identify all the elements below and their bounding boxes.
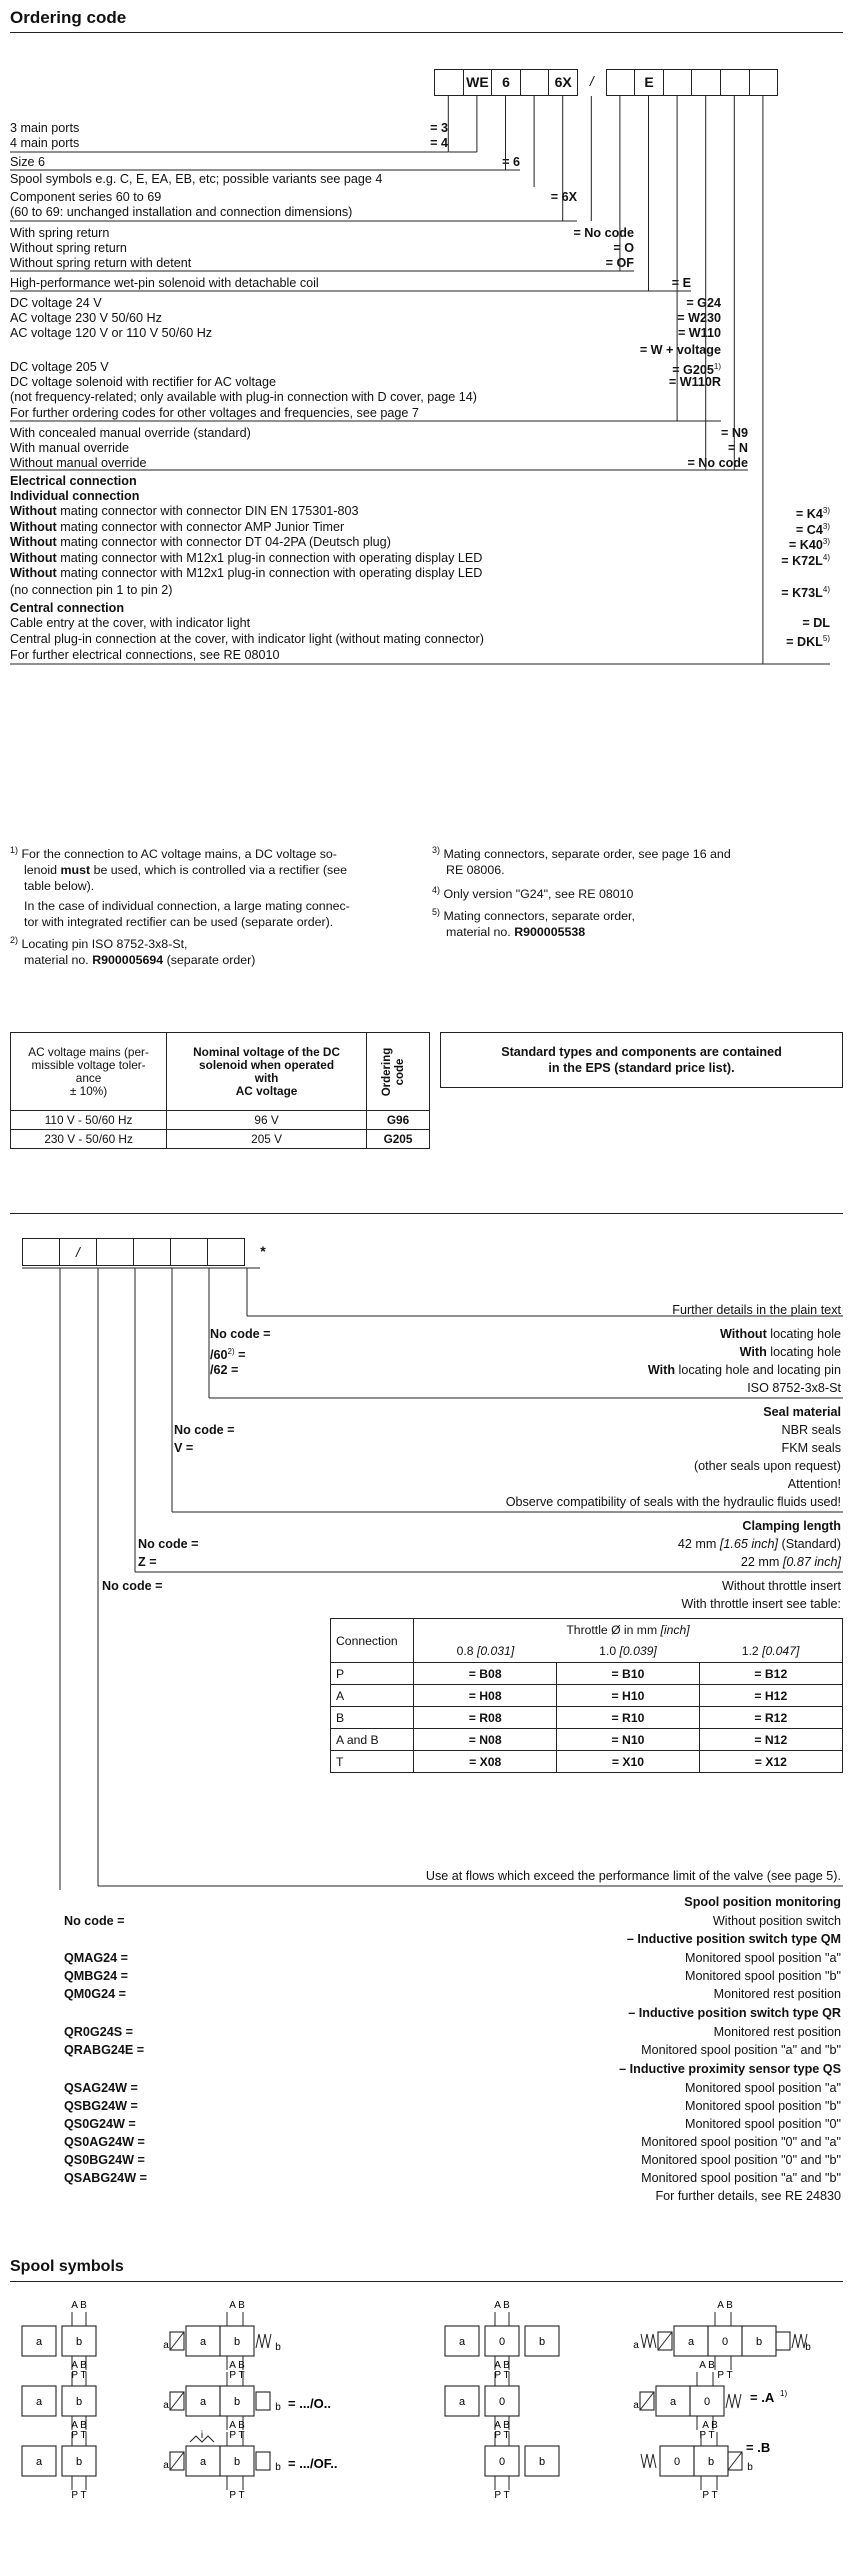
symbol-label: 0	[498, 2396, 506, 2408]
spm-text: – Inductive proximity sensor type QS	[619, 2062, 841, 2076]
spm-text: Monitored spool position "a"	[685, 1951, 841, 1965]
clamp-code-b: Z =	[138, 1555, 157, 1569]
symbol-label: P T	[717, 2370, 733, 2381]
ordering-line-text: DC voltage 205 V	[10, 360, 109, 374]
ac-th-1d: ± 10%)	[69, 1083, 108, 1098]
throttle-code: = B10	[557, 1663, 699, 1685]
ordering-code-text: = K72L	[781, 554, 823, 569]
code-box-2: *	[260, 1243, 266, 1259]
spm-text: Monitored spool position "a" and "b"	[641, 2171, 841, 2185]
symbol-label: a	[199, 2396, 207, 2408]
fn2-b-bold: R900005694	[92, 953, 164, 968]
clamp-a-pre: 42 mm	[677, 1537, 720, 1551]
ordering-code-text: = 4	[430, 136, 448, 150]
loc-a-pre: Without	[720, 1327, 767, 1341]
spm-code: QM0G24 =	[64, 1987, 126, 2001]
ordering-code-text: = No code	[687, 456, 748, 470]
spm-text: Monitored spool position "b"	[685, 1969, 841, 1983]
throttle-note: Use at flows which exceed the performance limit of the valve (see page 5).	[425, 1869, 841, 1883]
symbol-label: A B	[494, 2420, 510, 2431]
symbol-label: a	[633, 2340, 639, 2351]
ordering-line-text: AC voltage 230 V 50/60 Hz	[10, 311, 162, 325]
symbol-label: a	[35, 2456, 43, 2468]
ordering-code-text: = 6X	[550, 190, 577, 204]
spm-code: QS0G24W =	[64, 2117, 136, 2131]
clamp-title: Clamping length	[742, 1519, 841, 1533]
ordering-line-text: mating connector with connector AMP Junior Timer	[56, 520, 345, 534]
ordering-code-text: = No code	[573, 226, 634, 240]
ordering-code-sup: 3)	[822, 506, 830, 515]
symbol-line	[170, 2452, 184, 2470]
ordering-line-text: mating connector with connector DT 04-2PA (Deutsch plug)	[56, 535, 391, 549]
ordering-line-text: AC voltage 120 V or 110 V 50/60 Hz	[10, 326, 213, 340]
fn1-e: tor with integrated rectifier can be used (separate order).	[24, 915, 334, 930]
symbol-label: a	[35, 2396, 43, 2408]
spm-code: QMBG24 =	[64, 1969, 129, 1983]
ac-th-1b: missible voltage toler-	[31, 1057, 146, 1072]
symbol-label: 0	[673, 2456, 681, 2468]
ordering-code-text: = K4	[795, 507, 823, 522]
ordering-code-text: = 3	[430, 121, 448, 135]
spm-code: QSBG24W =	[64, 2099, 138, 2113]
symbol-label: A B	[229, 2300, 245, 2311]
throttle-conn: T	[331, 1751, 414, 1773]
symbol-label: b	[275, 2342, 281, 2353]
clamp-b-it: [0.87 inch]	[782, 1555, 841, 1569]
ordering-line-text: DC voltage solenoid with rectifier for AC voltage	[10, 375, 276, 389]
symbol-label: P T	[229, 2490, 245, 2501]
loc-b-pre: With	[739, 1345, 767, 1359]
fn2-a: Locating pin ISO 8752-3x8-St,	[21, 937, 188, 952]
ordering-line-text: Cable entry at the cover, with indicator light	[10, 616, 251, 630]
symbol-box	[776, 2332, 790, 2350]
symbol-suffix: = .B	[746, 2440, 771, 2455]
seal-a: NBR seals	[781, 1423, 841, 1437]
throttle-code: = R08	[414, 1707, 557, 1729]
ordering-line-text: mating connector with M12x1 plug-in connection with operating display LED	[56, 551, 483, 565]
symbol-suffix: = .A	[750, 2390, 775, 2405]
ordering-code-text: = W230	[677, 311, 721, 325]
code-box: 6	[491, 69, 521, 96]
ordering-line-bold: Without	[10, 566, 57, 580]
ac-cell: 96 V	[167, 1111, 367, 1130]
ordering-code-text: = N9	[721, 426, 748, 440]
fn5-mark: 5)	[432, 907, 441, 918]
symbol-label: a	[687, 2336, 695, 2348]
symbol-label: b	[707, 2456, 715, 2468]
symbol-label: a	[458, 2396, 466, 2408]
fn1-b-post: be used, which is controlled via a rectifier (see	[90, 863, 348, 878]
symbol-label: P T	[71, 2370, 87, 2381]
symbol-label: A B	[699, 2360, 715, 2371]
fn4-a: Only version "G24", see RE 08010	[443, 887, 634, 902]
throttle-code: = N12	[699, 1729, 842, 1751]
symbol-box	[256, 2452, 270, 2470]
symbol-label: P T	[702, 2490, 718, 2501]
fn5-a: Mating connectors, separate order,	[443, 909, 635, 924]
ordering-code-sup: 5)	[822, 634, 830, 643]
ordering-code-text: = DL	[802, 616, 830, 630]
fn2-b-post: (separate order)	[163, 953, 256, 968]
fn2-mark: 2)	[10, 935, 19, 946]
ordering-code-text: = K73L	[781, 586, 823, 601]
throttle-code-a: No code =	[102, 1579, 163, 1593]
throttle-size-in: [0.039]	[619, 1644, 657, 1659]
ordering-line-bold: Without	[10, 520, 57, 534]
throttle-code: = R12	[699, 1707, 842, 1729]
spring-icon	[641, 2334, 656, 2348]
spm-text: Spool position monitoring	[684, 1895, 841, 1909]
ordering-line-text: (not frequency-related; only available with plug-in connection with D cover, page 14)	[10, 390, 477, 404]
code-box-2: /	[59, 1238, 97, 1266]
seal-code-a: No code =	[174, 1423, 235, 1437]
code-box: E	[634, 69, 664, 96]
throttle-b: With throttle insert see table:	[681, 1597, 841, 1611]
ac-th-1c: ance	[75, 1070, 102, 1085]
symbol-label: b	[275, 2402, 281, 2413]
seal-b: FKM seals	[781, 1441, 841, 1455]
ordering-line-text: DC voltage 24 V	[10, 296, 102, 310]
spm-text: Monitored spool position "0" and "a"	[641, 2135, 841, 2149]
loc-code-a: No code =	[210, 1327, 271, 1341]
ordering-line-text: For further electrical connections, see RE 08010	[10, 648, 280, 662]
symbol-line	[658, 2332, 672, 2350]
symbol-label: A B	[229, 2420, 245, 2431]
ordering-line-text: 4 main ports	[10, 136, 80, 150]
ordering-line-text: Individual connection	[10, 489, 140, 503]
seal-d: Attention!	[787, 1477, 841, 1491]
symbol-label: b	[538, 2336, 546, 2348]
symbol-label: P T	[699, 2430, 715, 2441]
ordering-line-bold: Without	[10, 504, 57, 518]
throttle-size-mm: 1.2	[741, 1644, 763, 1659]
symbol-label: A B	[71, 2420, 87, 2431]
throttle-conn: A and B	[331, 1729, 414, 1751]
seal-title: Seal material	[763, 1405, 841, 1419]
seal-c: (other seals upon request)	[693, 1459, 841, 1473]
spm-text: Monitored spool position "0"	[685, 2117, 841, 2131]
symbol-label: A B	[71, 2360, 87, 2371]
ordering-line-text: Size 6	[10, 155, 46, 169]
ordering-line-text: With manual override	[10, 441, 129, 455]
symbol-label: b	[75, 2336, 83, 2348]
symbol-label: 0	[498, 2336, 506, 2348]
fn1-mark: 1)	[10, 845, 19, 855]
throttle-size-in: [0.031]	[476, 1644, 515, 1659]
ordering-code-text: = N	[728, 441, 748, 455]
spm-text: Monitored rest position	[713, 1987, 841, 2001]
throttle-th-it: [inch]	[660, 1622, 690, 1637]
ordering-line-bold: Without	[10, 535, 57, 549]
ordering-line-text: Without spring return	[10, 241, 127, 255]
spm-code: QSABG24W =	[64, 2171, 147, 2185]
ordering-code-text: = OF	[605, 256, 634, 270]
fn5-b-bold: R900005538	[514, 925, 586, 940]
symbol-label: A B	[71, 2300, 87, 2311]
symbol-suffix: = .../O..	[288, 2396, 331, 2411]
spm-text: – Inductive position switch type QM	[626, 1932, 841, 1946]
eps-note-b: in the EPS (standard price list).	[548, 1061, 735, 1075]
ordering-code-text: = O	[613, 241, 634, 255]
symbol-label: P T	[494, 2490, 510, 2501]
loc-code-b-sup: 2)	[227, 1347, 235, 1356]
clamp-b-pre: 22 mm	[740, 1555, 783, 1569]
spm-text: Without position switch	[712, 1914, 841, 1928]
throttle-code: = B08	[414, 1663, 557, 1685]
ordering-line-text: Spool symbols e.g. C, E, EA, EB, etc; possible variants see page 4	[10, 172, 383, 186]
fn1-b-pre: lenoid	[24, 863, 61, 878]
throttle-code: = H12	[699, 1685, 842, 1707]
symbol-label: 0	[498, 2456, 506, 2468]
fn5-b-pre: material no.	[446, 925, 515, 940]
ordering-line-text: Component series 60 to 69	[10, 190, 162, 204]
ac-cell-code: G96	[366, 1111, 429, 1130]
throttle-conn: P	[331, 1663, 414, 1685]
fn3-a: Mating connectors, separate order, see page 16 and	[443, 847, 731, 862]
ac-th-2b: solenoid when operated	[199, 1057, 335, 1072]
clamp-code-a: No code =	[138, 1537, 199, 1551]
throttle-code: = H08	[414, 1685, 557, 1707]
ac-cell: 230 V - 50/60 Hz	[11, 1130, 167, 1149]
throttle-code: = R10	[557, 1707, 699, 1729]
ordering-code-text: = DKL	[786, 635, 823, 650]
symbol-label: a	[458, 2336, 466, 2348]
symbol-label: b	[805, 2342, 811, 2353]
ordering-line-text: For further ordering codes for other voltages and frequencies, see page 7	[10, 406, 419, 420]
symbol-line	[640, 2392, 654, 2410]
ordering-line-text: High-performance wet-pin solenoid with detachable coil	[10, 276, 319, 290]
ordering-line-text: mating connector with connector DIN EN 175301-803	[56, 504, 359, 518]
ordering-code-text: = E	[671, 276, 691, 290]
spm-text: Monitored spool position "a" and "b"	[641, 2043, 841, 2057]
ordering-code-text: = W110	[677, 326, 721, 340]
spm-text: Monitored rest position	[713, 2025, 841, 2039]
loc-c2: ISO 8752-3x8-St	[747, 1381, 841, 1395]
throttle-a: Without throttle insert	[722, 1579, 841, 1593]
symbol-label: A B	[494, 2360, 510, 2371]
throttle-code: = X12	[699, 1751, 842, 1773]
throttle-code: = B12	[699, 1663, 842, 1685]
spring-icon	[641, 2454, 656, 2468]
fn3-b: RE 08006.	[446, 863, 505, 878]
symbol-box	[256, 2392, 270, 2410]
symbol-label: b	[233, 2456, 241, 2468]
symbol-suffix-sup: 1)	[780, 2389, 788, 2398]
spm-code: No code =	[64, 1914, 125, 1928]
seal-e: Observe compatibility of seals with the hydraulic fluids used!	[505, 1495, 841, 1509]
symbol-label: a	[163, 2460, 169, 2471]
ordering-code-text: = W + voltage	[639, 343, 721, 357]
ordering-line-text: (no connection pin 1 to pin 2)	[10, 583, 173, 597]
ordering-line-bold: Without	[10, 551, 57, 565]
fn2-b-pre: material no.	[24, 953, 93, 968]
ordering-code-text: = G24	[686, 296, 721, 310]
ordering-code-text: = W110R	[668, 375, 721, 389]
throttle-code: = X08	[414, 1751, 557, 1773]
throttle-th-pre: Throttle Ø in mm	[566, 1622, 661, 1637]
symbol-label: a	[163, 2340, 169, 2351]
ordering-code-text: = 6	[502, 155, 520, 169]
ac-th-2d: AC voltage	[235, 1083, 298, 1098]
throttle-code: = N08	[414, 1729, 557, 1751]
symbol-line	[728, 2452, 742, 2470]
symbol-label: 0	[721, 2336, 729, 2348]
throttle-th-conn: Connection	[331, 1619, 414, 1663]
code-box: /	[589, 73, 594, 89]
symbol-label: a	[35, 2336, 43, 2348]
ordering-line-text: Central plug-in connection at the cover, with indicator light (without mating connector)	[10, 632, 484, 646]
ordering-line-text: With concealed manual override (standard)	[10, 426, 251, 440]
ordering-line-text: Without manual override	[10, 456, 147, 470]
spm-text: Monitored spool position "0" and "b"	[641, 2153, 841, 2167]
symbol-label: i	[200, 2430, 204, 2441]
symbol-label: b	[275, 2462, 281, 2473]
spm-text: Monitored spool position "a"	[685, 2081, 841, 2095]
fn1-b-bold: must	[60, 863, 91, 878]
ac-cell: 205 V	[167, 1130, 367, 1149]
ac-th-2a: Nominal voltage of the DC	[193, 1044, 340, 1059]
ac-th-1a: AC voltage mains (per-	[28, 1044, 149, 1059]
symbol-label: A B	[229, 2360, 245, 2371]
symbol-label: P T	[229, 2430, 245, 2441]
ordering-line-text: Without spring return with detent	[10, 256, 192, 270]
symbol-label: b	[233, 2336, 241, 2348]
ordering-line-text: With spring return	[10, 226, 110, 240]
symbol-line	[170, 2332, 184, 2350]
loc-c-post: locating hole and locating pin	[675, 1363, 841, 1377]
throttle-size-mm: 0.8	[456, 1644, 477, 1659]
fn1-d: In the case of individual connection, a large mating connec-	[24, 899, 350, 914]
throttle-code: = X10	[557, 1751, 699, 1773]
symbol-label: b	[755, 2336, 763, 2348]
spm-text: For further details, see RE 24830	[655, 2189, 841, 2203]
spm-code: QRABG24E =	[64, 2043, 145, 2057]
ordering-line-text: mating connector with M12x1 plug-in connection with operating display LED	[56, 566, 483, 580]
ac-cell-code: G205	[366, 1130, 429, 1149]
loc-a-post: locating hole	[766, 1327, 841, 1341]
symbol-label: b	[747, 2462, 753, 2473]
ac-cell: 110 V - 50/60 Hz	[11, 1111, 167, 1130]
ordering-code-text: = C4	[795, 523, 823, 538]
symbol-label: b	[75, 2456, 83, 2468]
throttle-code: = H10	[557, 1685, 699, 1707]
loc-code-b: /60	[210, 1348, 228, 1363]
spm-code: QSAG24W =	[64, 2081, 138, 2095]
fn3-mark: 3)	[432, 845, 441, 855]
fn4-mark: 4)	[432, 885, 441, 896]
symbol-label: b	[538, 2456, 546, 2468]
ordering-line-text: Central connection	[10, 601, 125, 615]
throttle-size-in: [0.047]	[762, 1644, 800, 1659]
ordering-code-text: = K40	[788, 538, 823, 553]
further-details: Further details in the plain text	[672, 1303, 841, 1317]
symbol-label: A B	[494, 2300, 510, 2311]
spm-text: Monitored spool position "b"	[685, 2099, 841, 2113]
fn1-c: table below).	[24, 879, 95, 894]
symbol-label: A B	[717, 2300, 733, 2311]
symbol-label: 0	[703, 2396, 711, 2408]
symbol-label: b	[75, 2396, 83, 2408]
page-title: Ordering code	[10, 8, 127, 27]
loc-b-post: locating hole	[766, 1345, 841, 1359]
symbol-label: P T	[494, 2430, 510, 2441]
throttle-conn: A	[331, 1685, 414, 1707]
fn1-a: For the connection to AC voltage mains, a DC voltage so-	[21, 847, 337, 862]
throttle-code: = N10	[557, 1729, 699, 1751]
seal-code-b: V =	[174, 1441, 194, 1455]
ordering-line-text: (60 to 69: unchanged installation and connection dimensions)	[10, 205, 353, 219]
symbol-label: A B	[702, 2420, 718, 2431]
code-box: 6X	[548, 69, 578, 96]
clamp-a-post: (Standard)	[778, 1537, 841, 1551]
throttle-conn: B	[331, 1707, 414, 1729]
symbol-label: b	[233, 2396, 241, 2408]
spm-code: QS0AG24W =	[64, 2135, 145, 2149]
spm-code: QS0BG24W =	[64, 2153, 145, 2167]
ordering-code-sup: 4)	[822, 553, 830, 562]
clamp-a-it: [1.65 inch]	[719, 1537, 778, 1551]
spm-text: – Inductive position switch type QR	[628, 2006, 841, 2020]
symbol-label: P T	[229, 2370, 245, 2381]
ac-th-2c: with	[254, 1070, 279, 1085]
eps-note-a: Standard types and components are contained	[501, 1045, 782, 1059]
ordering-code-sup: 4)	[822, 585, 830, 594]
ordering-code-sup: 3)	[822, 522, 830, 531]
throttle-size-mm: 1.0	[599, 1644, 620, 1659]
spool-symbols-title: Spool symbols	[10, 2258, 124, 2275]
spool-symbols-svg	[0, 2282, 853, 2560]
spm-code: QR0G24S =	[64, 2025, 133, 2039]
ordering-line-text: 3 main ports	[10, 121, 80, 135]
symbol-label: P T	[71, 2490, 87, 2501]
symbol-label: a	[669, 2396, 677, 2408]
symbol-label: a	[633, 2400, 639, 2411]
ordering-line-text: Electrical connection	[10, 474, 137, 488]
loc-code-b-eq: =	[234, 1348, 246, 1363]
symbol-suffix: = .../OF..	[288, 2456, 338, 2471]
spm-code: QMAG24 =	[64, 1951, 129, 1965]
symbol-label: P T	[494, 2370, 510, 2381]
symbol-label: a	[199, 2456, 207, 2468]
ordering-code-sup: 1)	[713, 362, 721, 371]
spring-icon	[726, 2394, 741, 2408]
symbol-label: a	[163, 2400, 169, 2411]
symbol-label: P T	[71, 2430, 87, 2441]
symbol-line	[170, 2392, 184, 2410]
ordering-code-sup: 3)	[822, 537, 830, 546]
ac-th-code-text: Ordering code	[380, 1047, 406, 1096]
code-box: WE	[463, 69, 493, 96]
symbol-label: a	[199, 2336, 207, 2348]
loc-code-c: /62 =	[210, 1363, 239, 1377]
spring-icon	[256, 2334, 271, 2348]
loc-c-pre: With	[647, 1363, 676, 1377]
ordering-code-text: = G205	[672, 363, 714, 378]
